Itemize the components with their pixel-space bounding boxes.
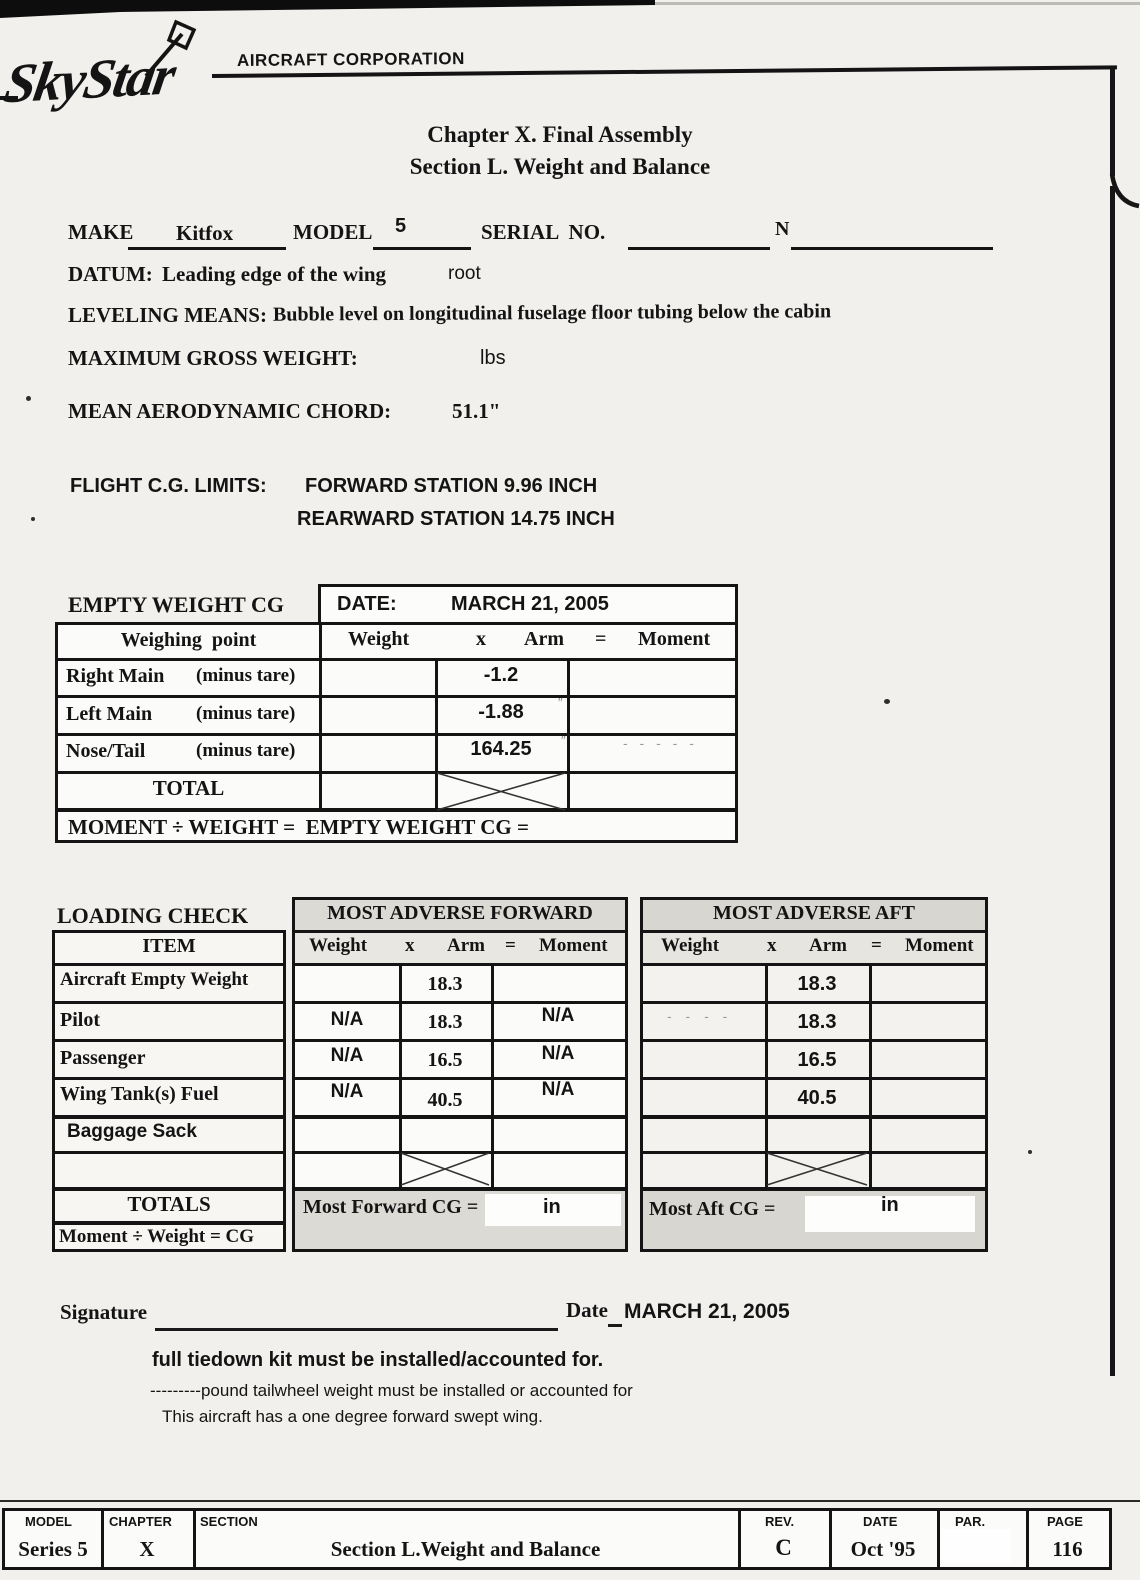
crossed-cell-x — [435, 771, 567, 812]
row-label: Nose/Tail — [66, 740, 146, 762]
note-tailwheel: ---------pound tailwheel weight must be installed or accounted for — [150, 1381, 633, 1400]
arm-value: 18.3 — [797, 1011, 837, 1033]
make-value: Kitfox — [176, 221, 234, 245]
col-moment: Moment — [539, 935, 608, 956]
most-aft-cg-label: Most Aft CG = — [649, 1198, 776, 1220]
crossed-cell-x — [399, 1151, 491, 1187]
arm-value: 16.5 — [797, 1049, 837, 1071]
leveling-label: LEVELING MEANS: — [68, 303, 267, 327]
footer-date-label: DATE — [863, 1514, 898, 1529]
inch-mark: ″ — [561, 733, 566, 748]
signature-date-value: MARCH 21, 2005 — [624, 1300, 790, 1323]
footer-chapter-label: CHAPTER — [109, 1514, 172, 1529]
mac-value: 51.1" — [452, 399, 501, 423]
empty-weight-formula: MOMENT ÷ WEIGHT = EMPTY WEIGHT CG = — [68, 815, 529, 839]
footer-par-blank — [941, 1529, 1011, 1563]
cg-forward-limit: FORWARD STATION 9.96 INCH — [305, 475, 598, 497]
n-number-prefix: N — [775, 218, 790, 240]
weight-value: N/A — [330, 1045, 364, 1066]
most-forward-cg-label: Most Forward CG = — [303, 1196, 479, 1218]
most-adverse-aft-table — [640, 897, 988, 1252]
scan-speck — [1028, 1150, 1032, 1154]
item-label: Aircraft Empty Weight — [60, 969, 249, 990]
col-eq: = — [871, 935, 882, 956]
footer-par-label: PAR. — [955, 1514, 986, 1529]
col-weight: Weight — [348, 628, 410, 650]
footer-table — [2, 1508, 1112, 1570]
cg-rearward-limit: REARWARD STATION 14.75 INCH — [297, 508, 615, 530]
scan-faint-dashes: - - - - - — [623, 735, 698, 751]
scan-edge-right-line-lower — [1110, 186, 1115, 1376]
model-label: MODEL — [293, 220, 373, 244]
arm-value: 18.3 — [427, 1011, 463, 1033]
arm-value: 40.5 — [427, 1089, 463, 1111]
date-label: DATE: — [337, 593, 397, 615]
max-gross-unit: lbs — [480, 347, 506, 369]
moment-value: N/A — [541, 1005, 575, 1026]
col-eq: = — [505, 935, 516, 956]
footer-rev-value: C — [775, 1535, 792, 1560]
most-adverse-forward-table — [292, 897, 628, 1252]
serial-underline — [628, 247, 770, 250]
arm-value: 40.5 — [797, 1087, 837, 1109]
scan-speck — [31, 517, 35, 521]
col-moment: Moment — [905, 935, 974, 956]
arm-value: 164.25 — [470, 738, 532, 760]
weighing-point-header: Weighing point — [120, 629, 257, 651]
max-gross-label: MAXIMUM GROSS WEIGHT: — [68, 346, 358, 370]
signature-underline — [155, 1328, 558, 1331]
item-label: Baggage Sack — [67, 1121, 197, 1142]
make-underline — [128, 247, 286, 250]
row-tare: (minus tare) — [196, 665, 296, 686]
leveling-value: Bubble level on longitudinal fuselage floor tubing below the cabin — [272, 300, 832, 326]
moment-value: N/A — [541, 1043, 575, 1064]
arm-value: -1.2 — [483, 664, 519, 686]
item-label: Pilot — [60, 1009, 100, 1031]
signature-label: Signature — [60, 1300, 148, 1324]
cg-limits-label: FLIGHT C.G. LIMITS: — [70, 475, 267, 497]
item-label: Wing Tank(s) Fuel — [60, 1083, 219, 1105]
col-arm: Arm — [447, 935, 485, 956]
date-box — [318, 584, 738, 625]
scan-faint-dashes: - - - - — [667, 1008, 733, 1024]
col-eq: = — [595, 628, 607, 650]
model-value: 5 — [395, 215, 407, 237]
note-tiedown: full tiedown kit must be installed/accounted for. — [152, 1349, 604, 1371]
item-header: ITEM — [142, 935, 196, 957]
footer-page-value: 116 — [1052, 1537, 1083, 1561]
footer-rev-label: REV. — [765, 1514, 795, 1529]
weight-value: N/A — [330, 1009, 364, 1030]
scan-speck — [884, 699, 890, 704]
scan-speck — [26, 396, 31, 401]
section-title: Section L. Weight and Balance — [409, 154, 711, 179]
date-label: Date — [566, 1298, 608, 1322]
inch-mark: ″ — [558, 695, 563, 710]
arm-value: -1.88 — [478, 701, 524, 723]
row-tare: (minus tare) — [196, 740, 296, 761]
kite-icon — [136, 18, 200, 80]
empty-weight-table — [55, 622, 738, 843]
footer-chapter-value: X — [139, 1537, 155, 1561]
arm-value: 16.5 — [427, 1049, 463, 1071]
col-x: x — [767, 935, 777, 956]
footer-section-value: Section L.Weight and Balance — [330, 1537, 601, 1561]
scan-hook-mark — [1108, 172, 1140, 214]
cg-formula-label: Moment ÷ Weight = CG — [59, 1226, 255, 1247]
arm-value: 18.3 — [797, 973, 837, 995]
crossed-cell-x — [765, 1151, 869, 1187]
col-arm: Arm — [809, 935, 847, 956]
date-value: MARCH 21, 2005 — [451, 593, 609, 615]
n-number-underline — [791, 247, 993, 250]
datum-suffix: root — [448, 263, 481, 284]
footer-model-label: MODEL — [25, 1514, 72, 1529]
date-underscore — [608, 1324, 622, 1327]
col-moment: Moment — [638, 628, 711, 650]
footer-top-rule — [0, 1500, 1140, 1502]
footer-page-label: PAGE — [1047, 1514, 1083, 1529]
row-label: Right Main — [66, 665, 165, 687]
footer-model-value: Series 5 — [18, 1537, 88, 1561]
totals-label: TOTALS — [127, 1192, 211, 1216]
col-weight: Weight — [309, 935, 368, 956]
row-label: Left Main — [66, 703, 153, 725]
skystar-logo: SkyStar — [0, 44, 179, 116]
row-tare: (minus tare) — [196, 703, 296, 724]
moment-value: N/A — [541, 1079, 575, 1100]
item-label: Passenger — [60, 1047, 146, 1069]
note-swept-wing: This aircraft has a one degree forward swept wing. — [162, 1407, 543, 1426]
scan-edge-right-line — [1110, 68, 1115, 176]
loading-check-title: LOADING CHECK — [57, 903, 249, 928]
col-x: x — [476, 628, 486, 650]
most-aft-cg-unit: in — [881, 1194, 899, 1216]
empty-weight-title: EMPTY WEIGHT CG — [68, 592, 284, 617]
total-label: TOTAL — [152, 776, 225, 800]
mac-label: MEAN AERODYNAMIC CHORD: — [68, 399, 392, 423]
company-name: AIRCRAFT CORPORATION — [236, 49, 465, 70]
forward-title: MOST ADVERSE FORWARD — [327, 902, 593, 924]
col-arm: Arm — [524, 628, 564, 650]
aft-title: MOST ADVERSE AFT — [713, 902, 915, 924]
make-label: MAKE — [68, 220, 134, 244]
col-weight: Weight — [661, 935, 720, 956]
footer-section-label: SECTION — [200, 1514, 258, 1529]
most-forward-cg-unit: in — [543, 1196, 561, 1218]
weight-value: N/A — [330, 1081, 364, 1102]
datum-value: Leading edge of the wing — [162, 262, 387, 286]
serial-label: SERIAL NO. — [481, 220, 606, 244]
chapter-title: Chapter X. Final Assembly — [427, 122, 693, 147]
loading-item-column — [52, 930, 286, 1252]
col-x: x — [405, 935, 415, 956]
footer-date-value: Oct '95 — [850, 1537, 916, 1561]
model-underline — [373, 247, 471, 250]
arm-value: 18.3 — [427, 973, 463, 995]
datum-label: DATUM: — [68, 262, 153, 286]
